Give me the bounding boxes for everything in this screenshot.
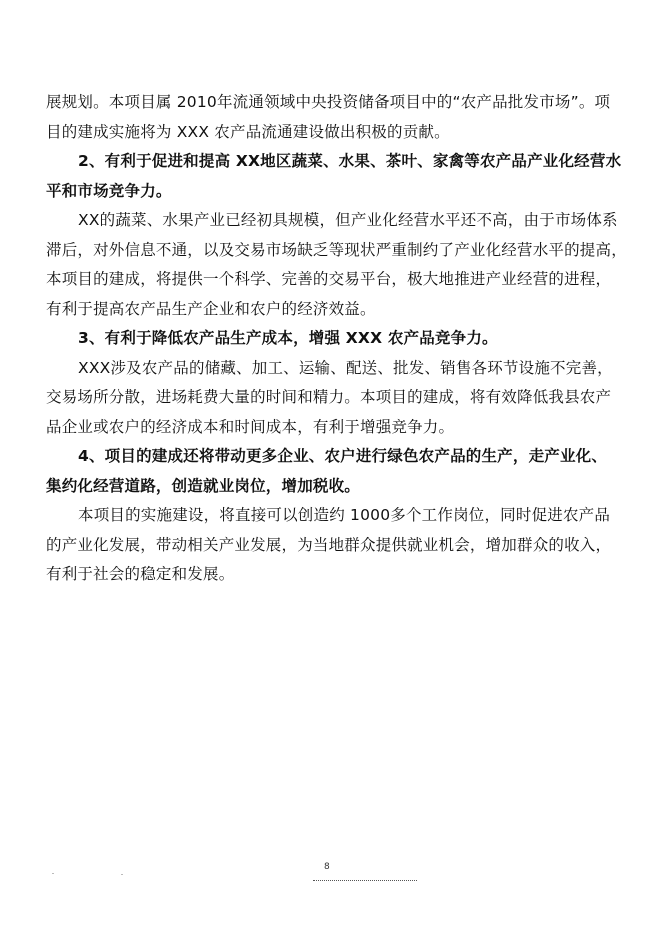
section-heading-4: [46, 442, 612, 501]
text-line: 目的建成实施将为 XXX 农产品流通建设做出积极的贡献。: [46, 122, 450, 141]
heading-line: 3、有利于降低农产品生产成本，增强 XXX 农产品竞争力。: [78, 329, 498, 347]
text-line: 滞后，对外信息不通，以及交易市场缺乏等现状严重制约了产业化经营水平的提高，: [46, 240, 627, 259]
footer-divider: [313, 880, 417, 881]
document-body: [46, 88, 627, 590]
text-line: 本项目的建成，将提供一个科学、完善的交易平台，极大地推进产业经营的进程，: [46, 270, 612, 288]
page-footer: [0, 862, 662, 902]
paragraph-cost-reduction: [46, 354, 612, 443]
page-number: 8: [324, 862, 330, 872]
text-line: XXX涉及农产品的储藏、加工、运输、配送、批发、销售各环节设施不完善，: [78, 358, 613, 377]
text-line: 品企业或农户的经济成本和时间成本，有利于增强竞争力。: [46, 417, 455, 436]
text-line: 展规划。本项目属 2010年流通领域中央投资储备项目中的“农产品批发市场”。项: [46, 93, 611, 111]
section-heading-2: [46, 147, 622, 206]
heading-line: 4、项目的建成还将带动更多企业、农户进行绿色农产品的生产，走产业化、: [78, 447, 608, 465]
heading-line: 2、有利于促进和提高 XX地区蔬菜、水果、茶叶、家禽等农产品产业化经营水: [78, 152, 622, 170]
heading-line: 平和市场竞争力。: [46, 181, 172, 200]
text-line: 交易场所分散，进场耗费大量的时间和精力。本项目的建成，将有效降低我县农产: [46, 388, 612, 406]
paragraph-employment: [46, 501, 612, 590]
section-heading-3: [46, 324, 612, 354]
text-line: 本项目的实施建设，将直接可以创造约 1000多个工作岗位，同时促进农产品: [78, 506, 611, 524]
text-line: 的产业化发展，带动相关产业发展，为当地群众提供就业机会，增加群众的收入，: [46, 535, 612, 554]
text-line: 有利于提高农产品生产企业和农户的经济效益。: [46, 299, 376, 318]
scan-speck: [121, 874, 123, 875]
scan-speck: [52, 873, 54, 874]
text-line: 有利于社会的稳定和发展。: [46, 565, 235, 583]
paragraph-market-system: [46, 206, 627, 324]
paragraph-continuation: [46, 88, 612, 147]
text-line: XX的蔬菜、水果产业已经初具规模，但产业化经营水平还不高，由于市场体系: [78, 211, 618, 229]
heading-line: 集约化经营道路，创造就业岗位，增加税收。: [46, 476, 361, 495]
